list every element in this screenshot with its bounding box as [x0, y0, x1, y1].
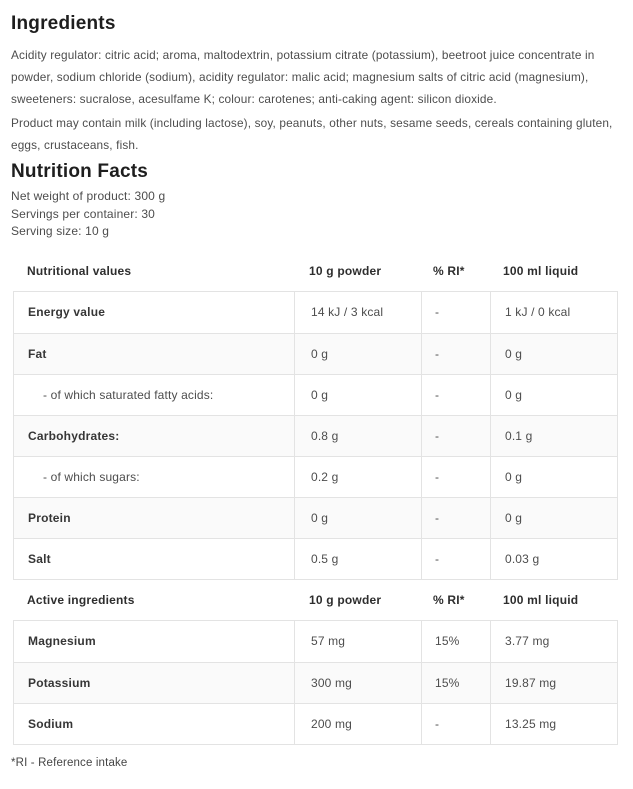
serving-size-line: Serving size: 10 g	[11, 224, 110, 238]
table-row-energy-value	[14, 292, 617, 333]
active-ingredients-table-body	[13, 620, 618, 745]
table-row-fat	[14, 333, 617, 374]
row-liquid-value: 0 g	[490, 334, 617, 374]
column-header-liquid: 100 ml liquid	[503, 263, 579, 278]
row-ri-value: -	[421, 539, 490, 579]
row-label: Sodium	[28, 716, 74, 731]
table-row-salt	[14, 538, 617, 579]
row-ri-value: -	[421, 498, 490, 538]
row-powder-value: 0 g	[294, 334, 421, 374]
allergen-warning-paragraph: Product may contain milk (including lactose), soy, peanuts, other nuts, sesame seeds, cereals containing gluten, eggs, crustaceans, fish.	[11, 116, 613, 152]
table-row-carbohydrates	[14, 415, 617, 456]
row-liquid-value: 0 g	[490, 375, 617, 415]
row-label: Energy value	[28, 305, 106, 319]
column-header-liquid: 100 ml liquid	[503, 592, 579, 607]
table-row-magnesium	[14, 621, 617, 662]
row-liquid-value: 1 kJ / 0 kcal	[490, 292, 617, 333]
row-liquid-value: 0 g	[490, 498, 617, 538]
ingredients-composition-paragraph: Acidity regulator: citric acid; aroma, maltodextrin, potassium citrate (potassium), beetroot juice concentrate in powder, sodium chloride (sodium), acidity regulator: malic acid; magnesium salts of citric acid (magnesium), sweeteners: sucralose, acesulfame K; colour: carotenes; anti-caking agent: silicon dioxide.	[11, 48, 595, 106]
ingredients-title: Ingredients	[11, 13, 116, 34]
row-powder-value: 300 mg	[294, 663, 421, 703]
row-powder-value: 200 mg	[294, 704, 421, 744]
column-header-ri: % RI*	[433, 592, 465, 607]
column-header-active-ingredients: Active ingredients	[27, 592, 135, 607]
column-header-nutritional-values: Nutritional values	[27, 263, 132, 278]
column-header-ri: % RI*	[433, 263, 465, 278]
table-row-potassium	[14, 662, 617, 703]
row-label: Carbohydrates:	[28, 428, 120, 443]
nutrition-table-body	[13, 291, 618, 580]
row-label: Fat	[28, 346, 47, 361]
row-ri-value: -	[421, 375, 490, 415]
nutrition-table-header-row	[13, 251, 618, 291]
row-powder-value: 0 g	[294, 375, 421, 415]
servings-per-container-line: Servings per container: 30	[11, 206, 155, 221]
row-ri-value: -	[421, 457, 490, 497]
row-powder-value: 0.5 g	[294, 539, 421, 579]
row-liquid-value: 0 g	[490, 457, 617, 497]
row-label: Magnesium	[28, 634, 96, 648]
table-row-saturated-fatty-acids	[14, 374, 617, 415]
row-powder-value: 0 g	[294, 498, 421, 538]
serving-info	[11, 188, 619, 241]
table-row-sodium	[14, 703, 617, 744]
row-liquid-value: 19.87 mg	[490, 663, 617, 703]
row-ri-value: -	[421, 416, 490, 456]
row-powder-value: 0.8 g	[294, 416, 421, 456]
nutrition-values-table	[13, 251, 618, 745]
row-ri-value: 15%	[421, 663, 490, 703]
active-ingredients-header-row	[13, 580, 618, 620]
row-ri-value: -	[421, 292, 490, 333]
row-ri-value: -	[421, 334, 490, 374]
row-ri-value: -	[421, 704, 490, 744]
row-powder-value: 0.2 g	[294, 457, 421, 497]
net-weight-line: Net weight of product: 300 g	[11, 189, 166, 203]
row-powder-value: 57 mg	[294, 621, 421, 662]
column-header-powder: 10 g powder	[309, 263, 382, 278]
column-header-powder: 10 g powder	[309, 592, 382, 607]
row-label: Potassium	[28, 675, 91, 690]
row-label: Salt	[28, 551, 51, 566]
row-label: - of which sugars:	[43, 469, 140, 484]
row-powder-value: 14 kJ / 3 kcal	[294, 292, 421, 333]
row-label: - of which saturated fatty acids:	[43, 387, 214, 402]
table-row-sugars	[14, 456, 617, 497]
row-liquid-value: 0.03 g	[490, 539, 617, 579]
row-ri-value: 15%	[421, 621, 490, 662]
row-label: Protein	[28, 510, 71, 525]
nutrition-facts-title: Nutrition Facts	[11, 161, 149, 182]
row-liquid-value: 3.77 mg	[490, 621, 617, 662]
row-liquid-value: 13.25 mg	[490, 704, 617, 744]
row-liquid-value: 0.1 g	[490, 416, 617, 456]
table-row-protein	[14, 497, 617, 538]
reference-intake-footnote: *RI - Reference intake	[11, 756, 128, 769]
